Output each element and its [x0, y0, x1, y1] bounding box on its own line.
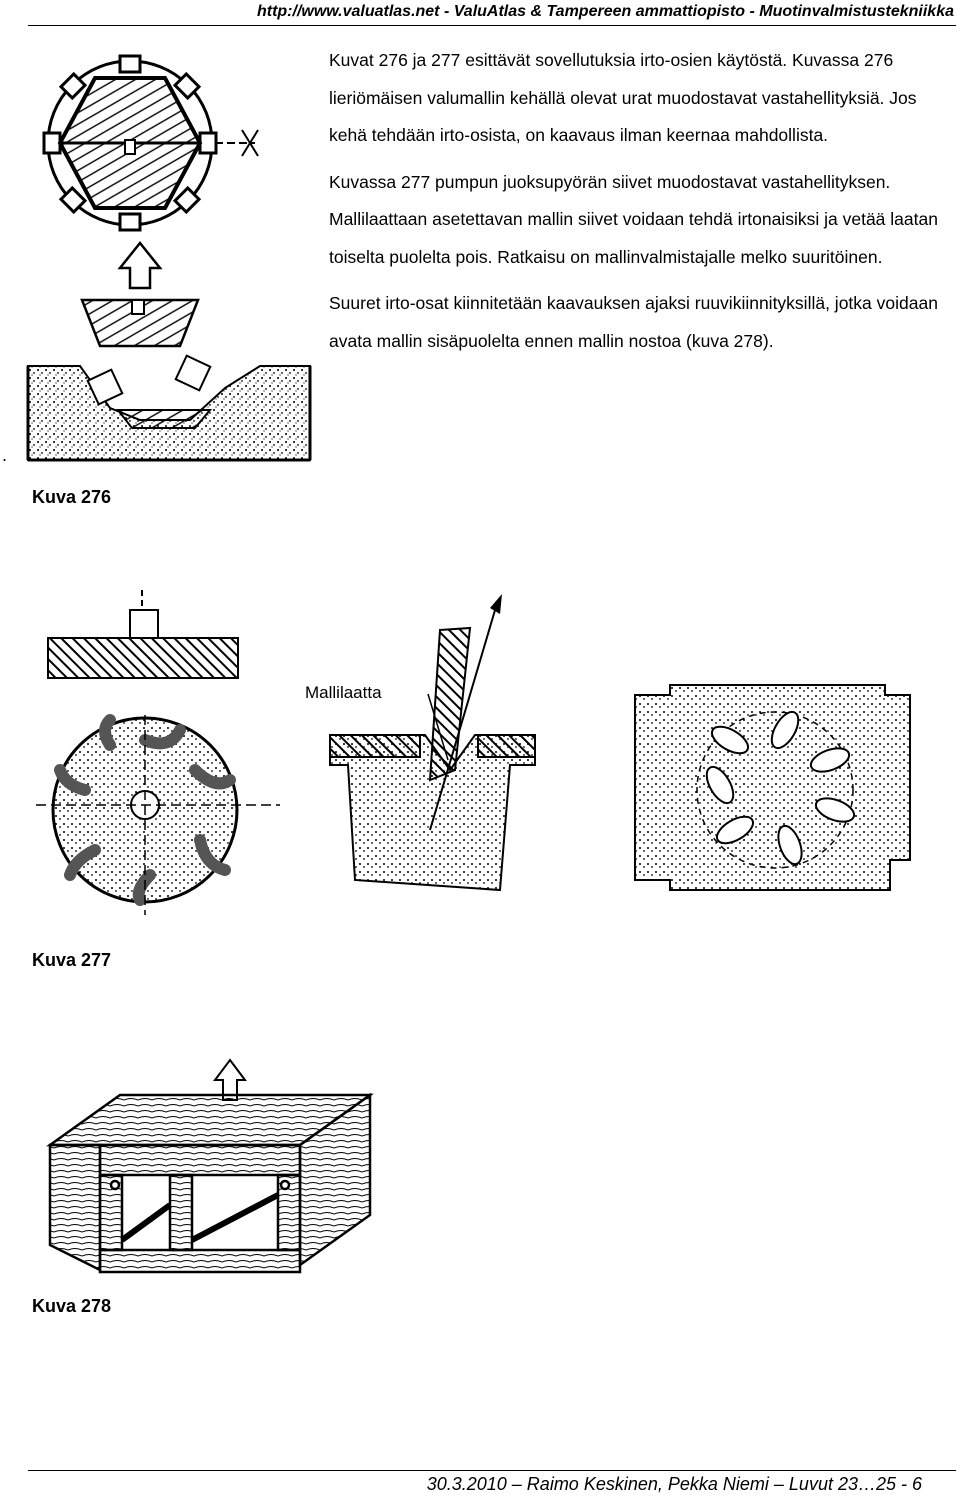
- up-arrow-icon: [120, 243, 160, 288]
- frame-pattern: [50, 1095, 370, 1272]
- footer-rule: [28, 1470, 956, 1471]
- page-footer: 30.3.2010 – Raimo Keskinen, Pekka Niemi – Luvut 23…25 - 6: [426, 1474, 922, 1494]
- impeller-side-view: [48, 590, 238, 678]
- stray-mark: .: [2, 445, 8, 465]
- caption-276: Kuva 276: [32, 487, 112, 507]
- page-header: http://www.valuatlas.net - ValuAtlas & Tampereen ammattiopisto - Muotinvalmistustekniikka: [256, 3, 954, 20]
- caption-278: Kuva 278: [32, 1296, 112, 1316]
- paragraph-1: Kuvat 276 ja 277 esittävät sovellutuksia irto-osien käytöstä. Kuvassa 276 lieriömäisen valumallin kehällä olevat urat muodostavat vastahellityksiä. Jos kehä tehdään irto-osista, on kaavaus ilman keernaa mahdollista.: [329, 50, 917, 145]
- figure-276: [20, 48, 320, 468]
- header-rule: [28, 25, 956, 26]
- pattern-plate-view: [305, 594, 535, 890]
- body-text: [329, 42, 949, 369]
- sand-mold: [28, 356, 310, 460]
- paragraph-3: Suuret irto-osat kiinnitetään kaavauksen ajaksi ruuvikiinnityksillä, jotka voidaan avata mallin sisäpuolelta ennen mallin nostoa (kuva 278).: [329, 293, 938, 351]
- label-mallilaatta: Mallilaatta: [305, 683, 382, 702]
- mold-top-view: [635, 685, 910, 890]
- paragraph-2: Kuvassa 277 pumpun juoksupyörän siivet muodostavat vastahellityksen. Mallilaattaan asetettavan mallin siivet voidaan tehdä irtonaisiksi ja vetää laatan toiselta puolelta pois. Ratkaisu on mallinvalmistajalle melko suuritöinen.: [329, 171, 938, 267]
- figure-277: [30, 590, 920, 920]
- figure-278: [40, 1055, 390, 1275]
- gear-ring: [44, 56, 258, 230]
- caption-277: Kuva 277: [32, 950, 112, 970]
- impeller-top-view: [36, 715, 280, 915]
